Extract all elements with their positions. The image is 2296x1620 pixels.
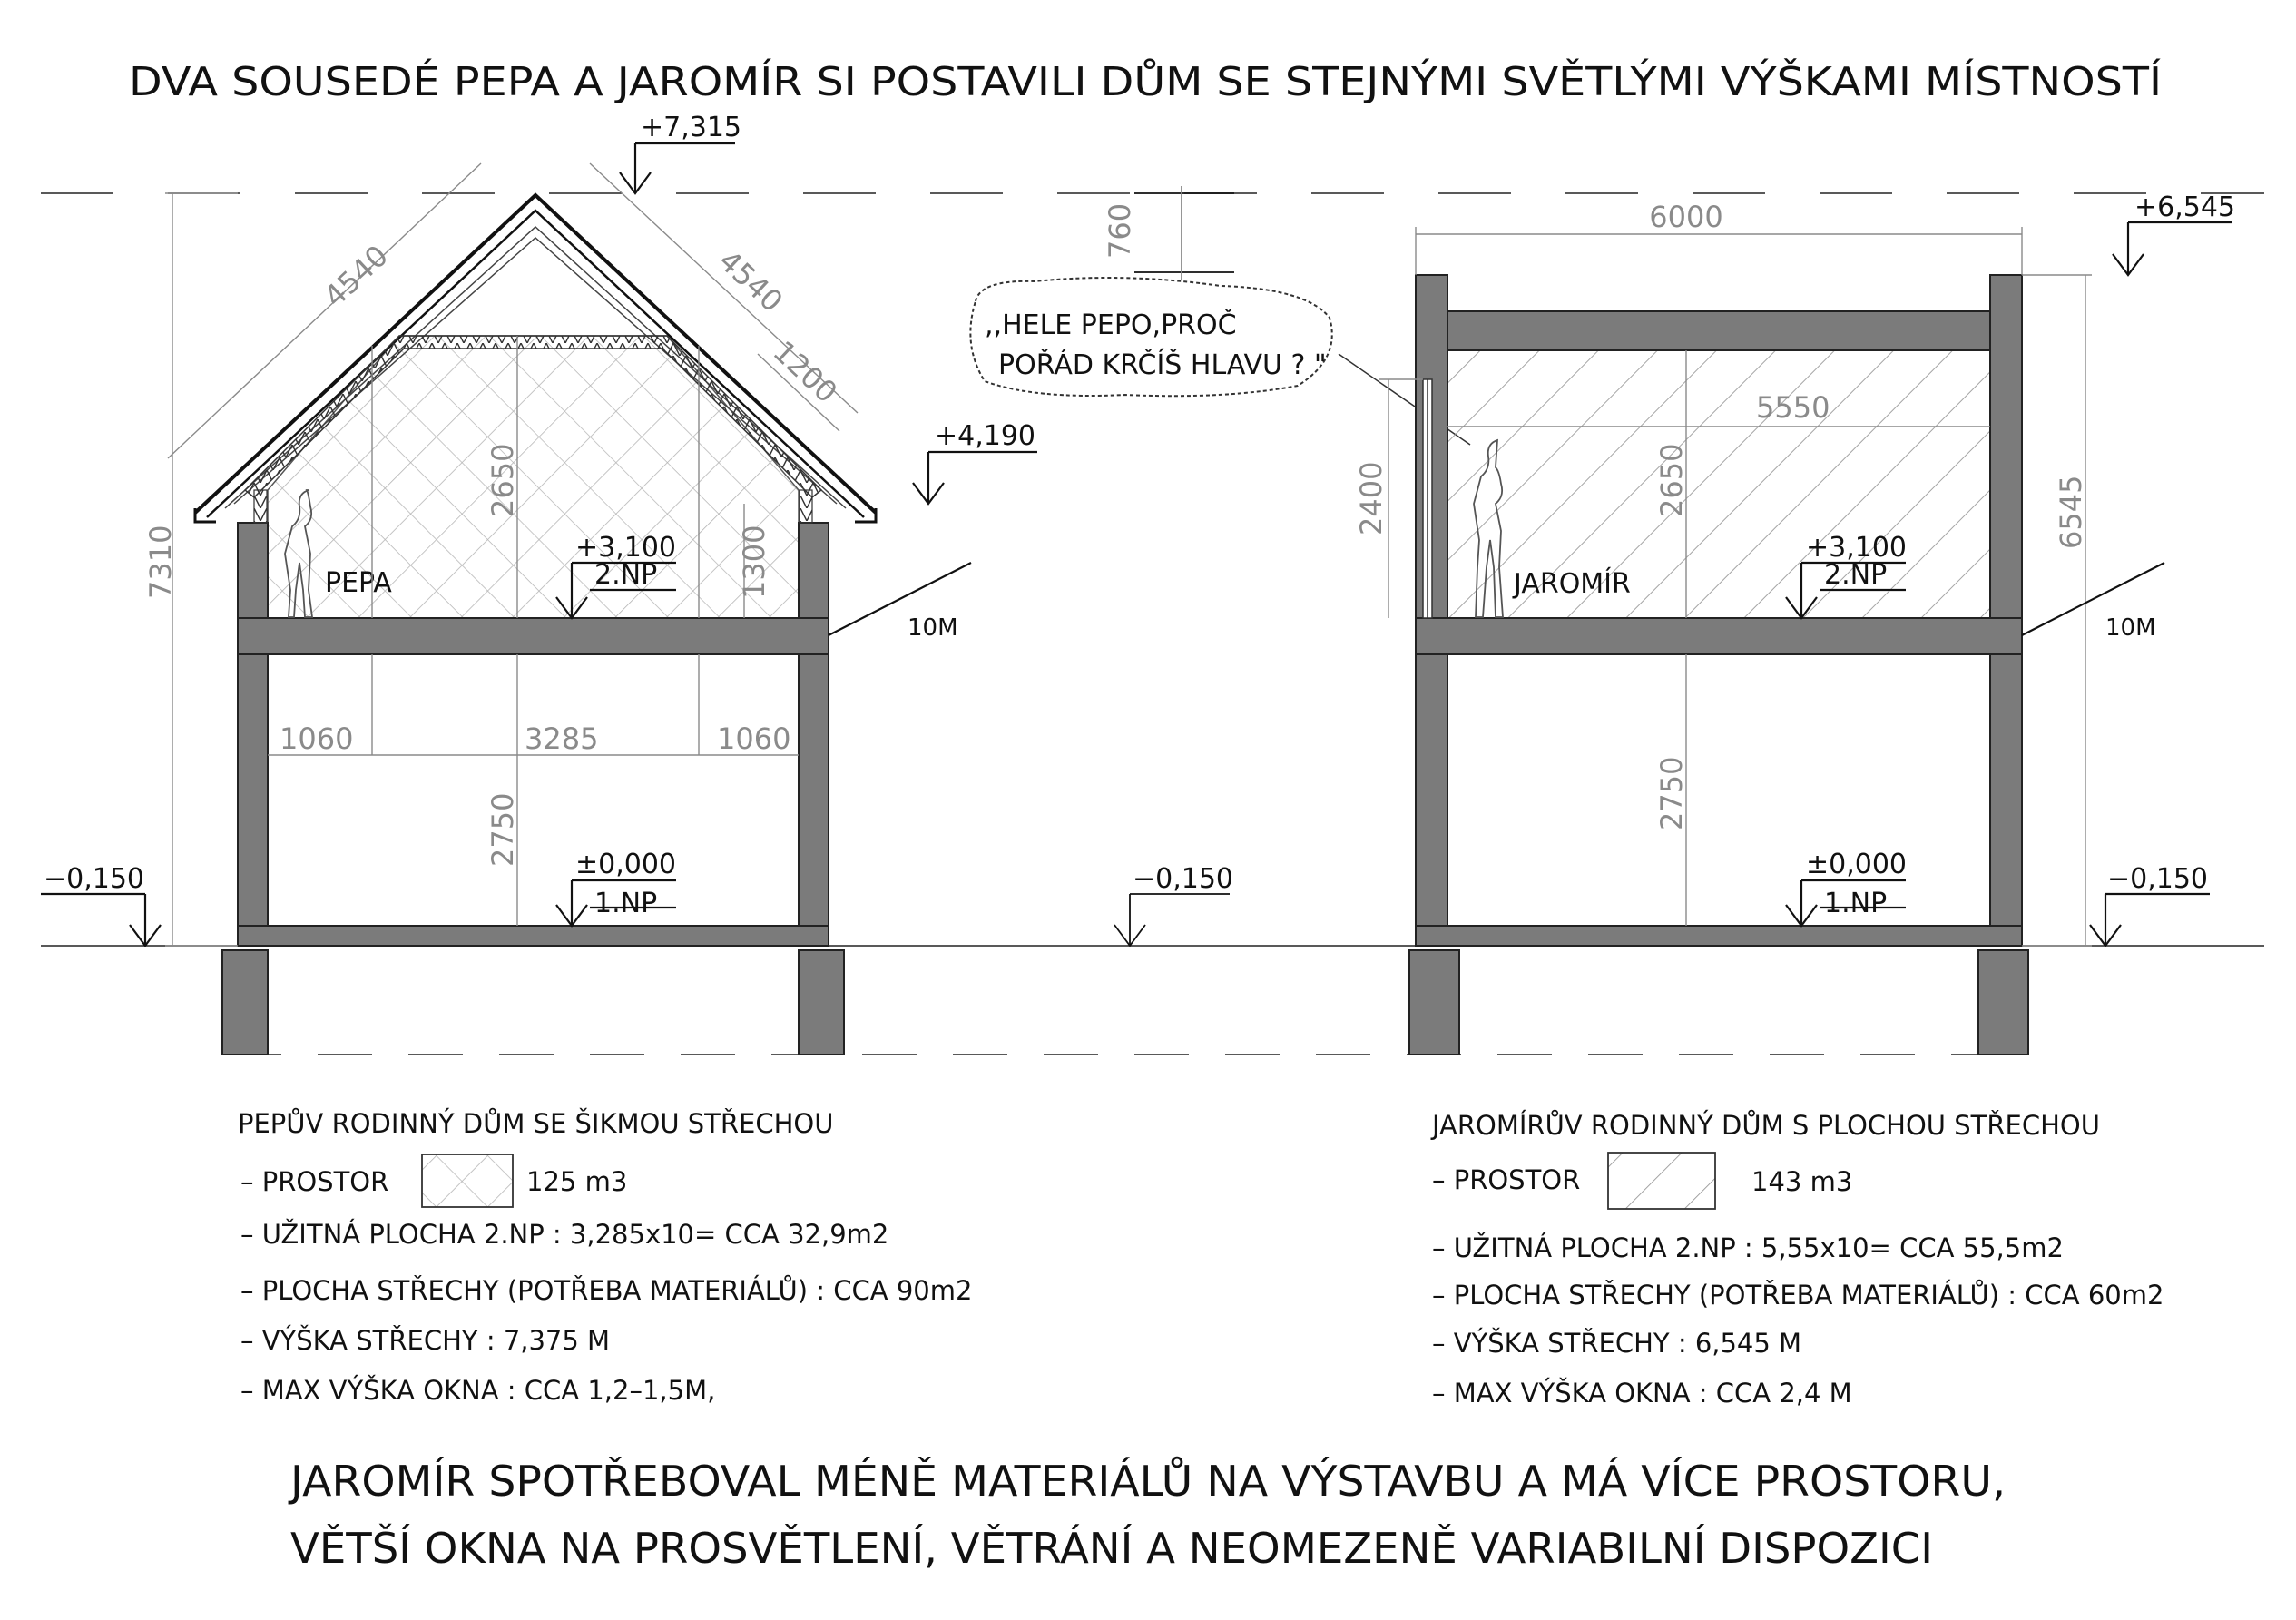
- pepa-dim-1300: 1300: [737, 525, 771, 599]
- legend-pepa-item-1: – UŽITNÁ PLOCHA 2.NP : 3,285x10= CCA 32,9m2: [240, 1219, 889, 1250]
- legend-pepa-item-3: – VÝŠKA STŘECHY : 7,375 M: [240, 1325, 611, 1356]
- pepa-person-label: PEPA: [325, 567, 392, 599]
- page-title: DVA SOUSEDÉ PEPA A JAROMÍR SI POSTAVILI DŮM SE STEJNÝMI SVĚTLÝMI VÝŠKAMI MÍSTNOSTÍ: [129, 59, 2007, 105]
- pepa-right-wall: [799, 523, 829, 946]
- legend-pepa-item-2: – PLOCHA STŘECHY (POTŘEBA MATERIÁLŮ) : CCA 90m2: [240, 1275, 973, 1306]
- legend-jaromir-item-1: – UŽITNÁ PLOCHA 2.NP : 5,55x10= CCA 55,5m2: [1432, 1232, 2064, 1263]
- legend-pepa-prostor-value: 125 m3: [526, 1166, 628, 1197]
- legend-jaromir-item-2: – PLOCHA STŘECHY (POTŘEBA MATERIÁLŮ) : CCA 60m2: [1432, 1280, 2164, 1311]
- pepa-dim-roof-left: 4540: [317, 238, 396, 314]
- jaromir-right-wall: [1990, 275, 2022, 946]
- pepa-ceiling-slab: [238, 618, 829, 654]
- jaromir-10m: 10M: [2105, 614, 2156, 642]
- center-level-ground: −0,150: [1133, 863, 1234, 895]
- speech-bubble: [970, 278, 1470, 445]
- jaromir-foundation-left: [1409, 950, 1459, 1055]
- pepa-dim-2750: 2750: [486, 792, 520, 867]
- jaromir-level-floor1: ±0,000: [1806, 849, 1908, 880]
- center-dim-760: 760: [1103, 202, 1137, 259]
- jaromir-roof-slab: [1447, 311, 1990, 350]
- pepa-foundation-left: [222, 950, 268, 1055]
- jaromir-window: [1423, 379, 1432, 618]
- pepa-level-eave: +4,190: [935, 420, 1036, 452]
- legend-pepa-title: PEPŮV RODINNÝ DŮM SE ŠIKMOU STŘECHOU: [238, 1108, 834, 1139]
- speech-line-2: POŘÁD KRČÍŠ HLAVU ? ": [998, 349, 1327, 381]
- jaromir-floor-slab: [1416, 926, 2022, 946]
- pepa-dim-roof-right: 4540: [711, 243, 790, 319]
- legend-pepa-prostor-label: – PROSTOR: [240, 1166, 389, 1197]
- pepa-house: [41, 112, 1037, 1055]
- jaromir-foundation-right: [1978, 950, 2028, 1055]
- pepa-level-ground: −0,150: [44, 863, 145, 895]
- jaromir-ceiling-slab: [1416, 618, 2022, 654]
- pepa-level-floor2-label: 2.NP: [594, 559, 658, 591]
- jaromir-level-floor2-label: 2.NP: [1824, 559, 1888, 591]
- legend-pepa-item-4: – MAX VÝŠKA OKNA : CCA 1,2–1,5M,: [240, 1375, 716, 1406]
- jaromir-dim-2400: 2400: [1354, 461, 1388, 535]
- pepa-left-wall: [238, 523, 268, 946]
- jaromir-dim-2750: 2750: [1654, 756, 1689, 830]
- jaromir-dim-2650: 2650: [1654, 443, 1689, 517]
- legend-jaromir-title: JAROMÍRŮV RODINNÝ DŮM S PLOCHOU STŘECHOU: [1432, 1110, 2100, 1141]
- pepa-foundation-right: [799, 950, 844, 1055]
- legend-jaromir-item-4: – MAX VÝŠKA OKNA : CCA 2,4 M: [1432, 1378, 1852, 1409]
- jaromir-level-floor1-label: 1.NP: [1824, 888, 1888, 919]
- jaromir-dim-6545: 6545: [2054, 475, 2088, 549]
- legend-jaromir: [1430, 1110, 2164, 1409]
- pepa-floor-slab: [238, 926, 829, 946]
- pepa-dim-7310: 7310: [143, 525, 178, 599]
- conclusion-line-2: VĚTŠÍ OKNA NA PROSVĚTLENÍ, VĚTRÁNÍ A NEOMEZENĚ VARIABILNÍ DISPOZICI: [290, 1524, 1914, 1573]
- jaromir-dim-6000: 6000: [1649, 200, 1723, 234]
- jaromir-house: [1354, 191, 2235, 1055]
- jaromir-level-floor2: +3,100: [1806, 532, 1908, 564]
- speech-line-1: ,,HELE PEPO,PROČ: [985, 309, 1237, 341]
- legend-jaromir-swatch: [1608, 1153, 1715, 1209]
- legend-pepa: [238, 1108, 972, 1406]
- pepa-dim-1060-left: 1060: [280, 722, 354, 756]
- pepa-level-ridge: +7,315: [641, 112, 742, 143]
- legend-jaromir-prostor-value: 143 m3: [1751, 1166, 1853, 1197]
- pepa-dim-3285: 3285: [525, 722, 599, 756]
- pepa-level-floor1-label: 1.NP: [594, 888, 658, 919]
- legend-jaromir-prostor-label: – PROSTOR: [1432, 1164, 1581, 1195]
- pepa-level-floor2: +3,100: [575, 532, 677, 564]
- jaromir-dim-5550: 5550: [1756, 390, 1830, 425]
- jaromir-level-ground: −0,150: [2107, 863, 2209, 895]
- conclusion-line-1: JAROMÍR SPOTŘEBOVAL MÉNĚ MATERIÁLŮ NA VÝSTAVBU A MÁ VÍCE PROSTORU,: [287, 1457, 2006, 1506]
- pepa-dim-2650: 2650: [486, 443, 520, 517]
- pepa-dim-1200: 1200: [766, 334, 845, 410]
- pepa-dim-1060-right: 1060: [717, 722, 791, 756]
- conclusion: [288, 1457, 2006, 1573]
- pepa-10m: 10M: [908, 614, 958, 642]
- jaromir-person-label: JAROMÍR: [1514, 568, 1631, 600]
- legend-pepa-swatch: [422, 1154, 513, 1207]
- pepa-level-floor1: ±0,000: [575, 849, 677, 880]
- jaromir-level-top: +6,545: [2134, 191, 2236, 223]
- legend-jaromir-item-3: – VÝŠKA STŘECHY : 6,545 M: [1432, 1328, 1802, 1359]
